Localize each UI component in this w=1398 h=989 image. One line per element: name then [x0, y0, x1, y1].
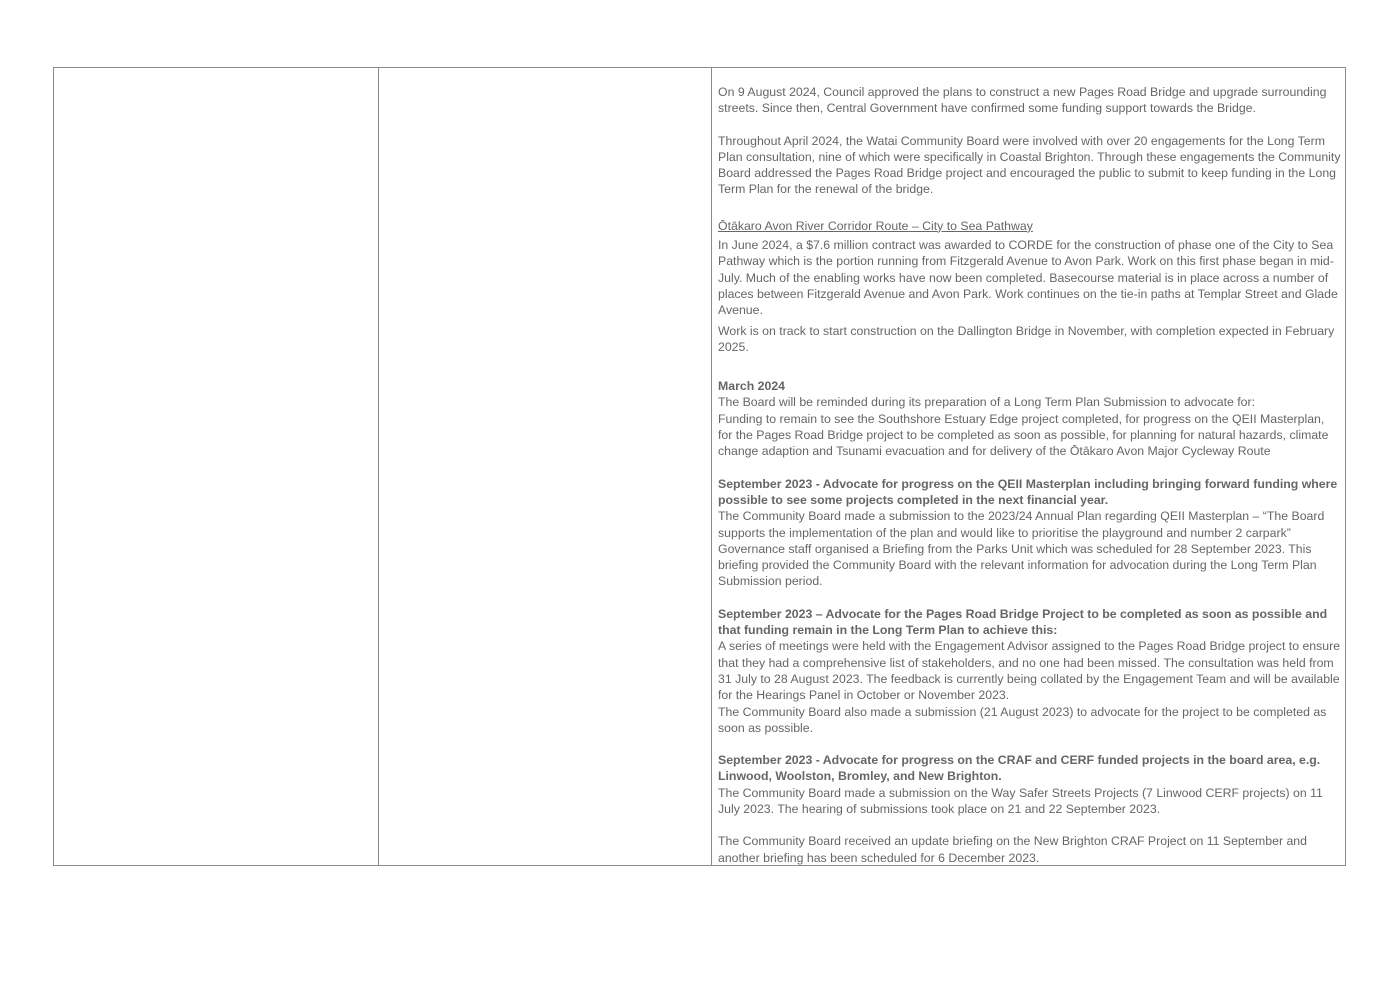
table-cell-empty-2 [379, 68, 712, 865]
table-cell-empty-1 [54, 68, 379, 865]
april-engagements-text: Throughout April 2024, the Watai Community Board were involved with over 20 engagements for the Long Term Plan consultation, nine of which were specifically in Coastal Brighton. Through these engagements the Community Board addressed the Pages Road Bridge project and encouraged the public to submit to keep funding in the Long Term Plan for the renewal of the bridge. [718, 133, 1341, 197]
corridor-contract-text: In June 2024, a $7.6 million contract was awarded to CORDE for the construction of phase one of the City to Sea Pathway which is the portion running from Fitzgerald Avenue to Avon Park. Work on this first phase began in mid-July. Much of the enabling works have now been completed. Basecourse material is in place across a number of places between Fitzgerald Avenue and Avon Park. Work continues on the tie-in paths at Templar Street and Glade Avenue. [718, 238, 1338, 318]
sep-craf-way-safer-text: The Community Board made a submission on the Way Safer Streets Projects (7 Linwood CERF projects) on 11 July 2023. The hearing of submissions took place on 21 and 22 September 2023. [718, 785, 1323, 816]
sep-pages-submission-text: The Community Board also made a submission (21 August 2023) to advocate for the project to be completed as soon as possible. [718, 704, 1327, 735]
corridor-heading: Ōtākaro Avon River Corridor Route – City to Sea Pathway [718, 218, 1033, 233]
table-cell-progress [712, 68, 1345, 865]
sep-qeii-briefing-text: Governance staff organised a Briefing from the Parks Unit which was scheduled for 28 September 2023. This briefing provided the Community Board with the relevant information for advocation during the Long Term Plan Submission period. [718, 541, 1317, 589]
dallington-bridge-text: Work is on track to start construction on the Dallington Bridge in November, with completion expected in February 2025. [718, 323, 1335, 354]
sep-craf-briefing-text: The Community Board received an update briefing on the New Brighton CRAF Project on 11 September and another briefing has been scheduled for 6 December 2023. [718, 834, 1307, 865]
sep-qeii-heading: September 2023 - Advocate for progress on the QEII Masterplan including bringing forward funding where possible to see some projects completed in the next financial year. [718, 476, 1338, 507]
pages-road-approval-text: On 9 August 2024, Council approved the plans to construct a new Pages Road Bridge and upgrade surrounding streets. Since then, Central Government have confirmed some funding support towards the Bridge. [718, 85, 1327, 116]
march-funding-text: Funding to remain to see the Southshore Estuary Edge project completed, for progress on the QEII Masterplan, for the Pages Road Bridge project to be completed as soon as possible, for planning for natural hazards, climate change adaption and Tsunami evacuation and for delivery of the Ōtākaro Avon Major Cycleway Route [718, 411, 1329, 459]
march-heading: March 2024 [718, 379, 785, 394]
sep-qeii-submission-text: The Community Board made a submission to the 2023/24 Annual Plan regarding QEII Masterplan – “The Board supports the implementation of the plan and would like to prioritise the playground and number 2 carpark” [718, 509, 1325, 540]
report-table [53, 67, 1346, 866]
march-reminder-text: The Board will be reminded during its preparation of a Long Term Plan Submission to advocate for: [718, 395, 1256, 410]
sep-pages-heading: September 2023 – Advocate for the Pages Road Bridge Project to be completed as soon as possible and that funding remain in the Long Term Plan to achieve this: [718, 606, 1328, 638]
sep-pages-meetings-text: A series of meetings were held with the Engagement Advisor assigned to the Pages Road Bridge project to ensure that they had a comprehensive list of stakeholders, and no one had been missed. The consultation was held from 31 July to 28 August 2023. The feedback is currently being collated by the Engagement Team and will be available for the Hearings Panel in October or November 2023. [718, 639, 1341, 703]
sep-craf-heading: September 2023 - Advocate for progress on the CRAF and CERF funded projects in the board area, e.g. Linwood, Woolston, Bromley, and New Brighton. [718, 753, 1321, 784]
